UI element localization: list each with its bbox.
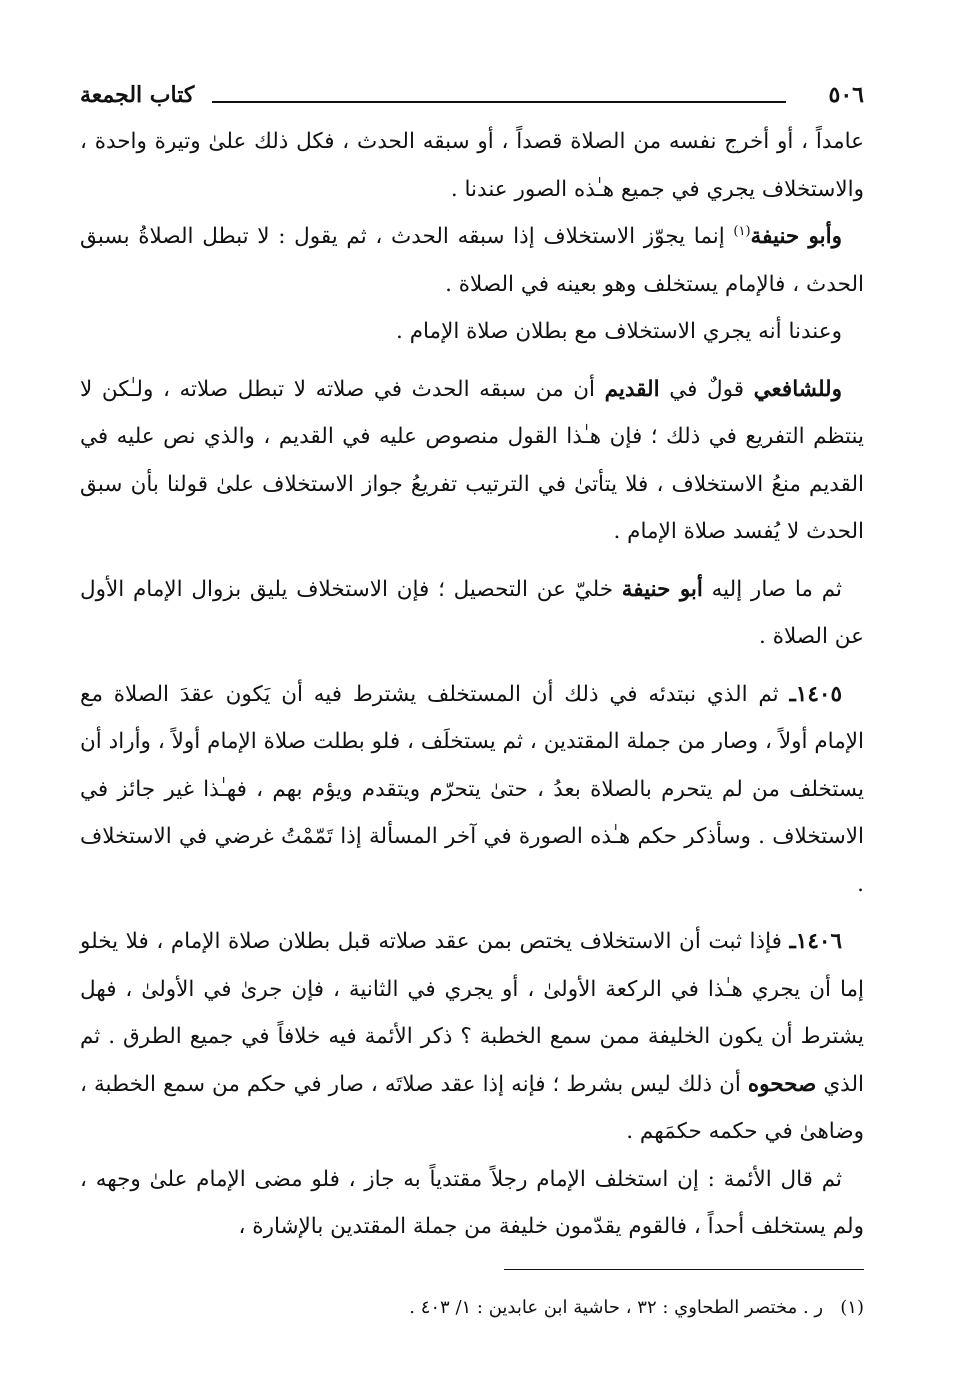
paragraph-8: ثم قال الأئمة : إن استخلف الإمام رجلاً مقتدياً به جاز ، فلو مضى الإمام علىٰ وجهه ، ولم يستخلف أحداً ، فالقوم يقدّمون خليفة من جملة المقتدين بالإشارة ، [80,1166,864,1239]
paragraph-2: وأبو حنيفة$^{(١)}$ إنما يجوّز الاستخلاف إذا سبقه الحدث ، ثم يقول : لا تبطل الصلاةُ بسبق الحدث ، فالإمام يستخلف وهو بعينه في الصلاة . [80,223,864,297]
footnote-divider [504,1269,864,1270]
page-header [80,72,864,118]
page-number: ٥٠٦ [828,82,864,108]
footnote-text: ر . مختصر الطحاوي : ٣٢ ، حاشية ابن عابدين : ١/ ٤٠٣ . [409,1296,824,1318]
book-title: كتاب الجمعة [80,82,195,108]
paragraph-6: ١٤٠٥ـ ثم الذي نبتدئه في ذلك أن المستخلف يشترط فيه أن يَكون عقدَ الصلاة مع الإمام أولاً ، وصار من جملة المقتدين ، ثم يستخلَف ، فلو بطلت صلاة الإمام أولاً ، وأراد أن يستخلف من لم يتحرم بالصلاة بعدُ ، حتىٰ يتحرّم ويتقدم ويؤم بهم ، فهـٰذا غير جائز في الاستخلاف . وسأذكر حكم هـٰذه الصورة في آخر المسألة إذا تَمّمْتُ غرضي في الاستخلاف . [80,681,864,897]
footnote-reference[interactable]: (١) [733,223,751,239]
paragraph-4: وللشافعي قولٌ في القديم أن من سبقه الحدث في صلاته لا تبطل صلاته ، ولـٰكن لا ينتظم التفريع في ذلك ؛ فإن هـٰذا القول منصوص عليه في القديم ، والذي نص عليه في القديم منعُ الاستخلاف ، فلا يتأتىٰ في الترتيب تفريعُ جواز الاستخلاف علىٰ قولنا بأن سبق الحدث لا يُفسد صلاة الإمام . [80,376,864,544]
document-page [80,72,864,1328]
paragraph-3: وعندنا أنه يجري الاستخلاف مع بطلان صلاة الإمام . [396,319,842,344]
paragraph-1: عامداً ، أو أخرج نفسه من الصلاة قصداً ، أو سبقه الحدث ، فكل ذلك علىٰ وتيرة واحدة ، والاستخلاف يجري في جميع هـٰذه الصور عندنا . [80,129,864,202]
paragraph-7: ١٤٠٦ـ فإذا ثبت أن الاستخلاف يختص بمن عقد صلاته قبل بطلان صلاة الإمام ، فلا يخلو إما أن يجري هـٰذا في الركعة الأولىٰ ، أو يجري في الثانية ، فإن جرىٰ في الأولىٰ ، فهل يشترط أن يكون الخليفة ممن سمع الخطبة ؟ ذكر الأئمة فيه خلافاً في جميع الطرق . ثم الذي صححوه أن ذلك ليس بشرط ؛ فإنه إذا عقد صلاتَه ، صار في حكم من سمع الخطبة ، وضاهىٰ في حكمه حكمَهم . [80,929,864,1144]
issue-number: ١٤٠٥ـ [789,681,842,707]
issue-number: ١٤٠٦ـ [789,929,842,954]
header-rule [212,101,786,103]
paragraph-5: ثم ما صار إليه أبو حنيفة خليّ عن التحصيل ؛ فإن الاستخلاف يليق بزوال الإمام الأول عن الصلاة . [80,576,864,649]
footnote-marker: (١) [840,1296,864,1318]
footnote [80,1288,864,1328]
bold-lead: وأبو حنيفة [750,224,842,249]
